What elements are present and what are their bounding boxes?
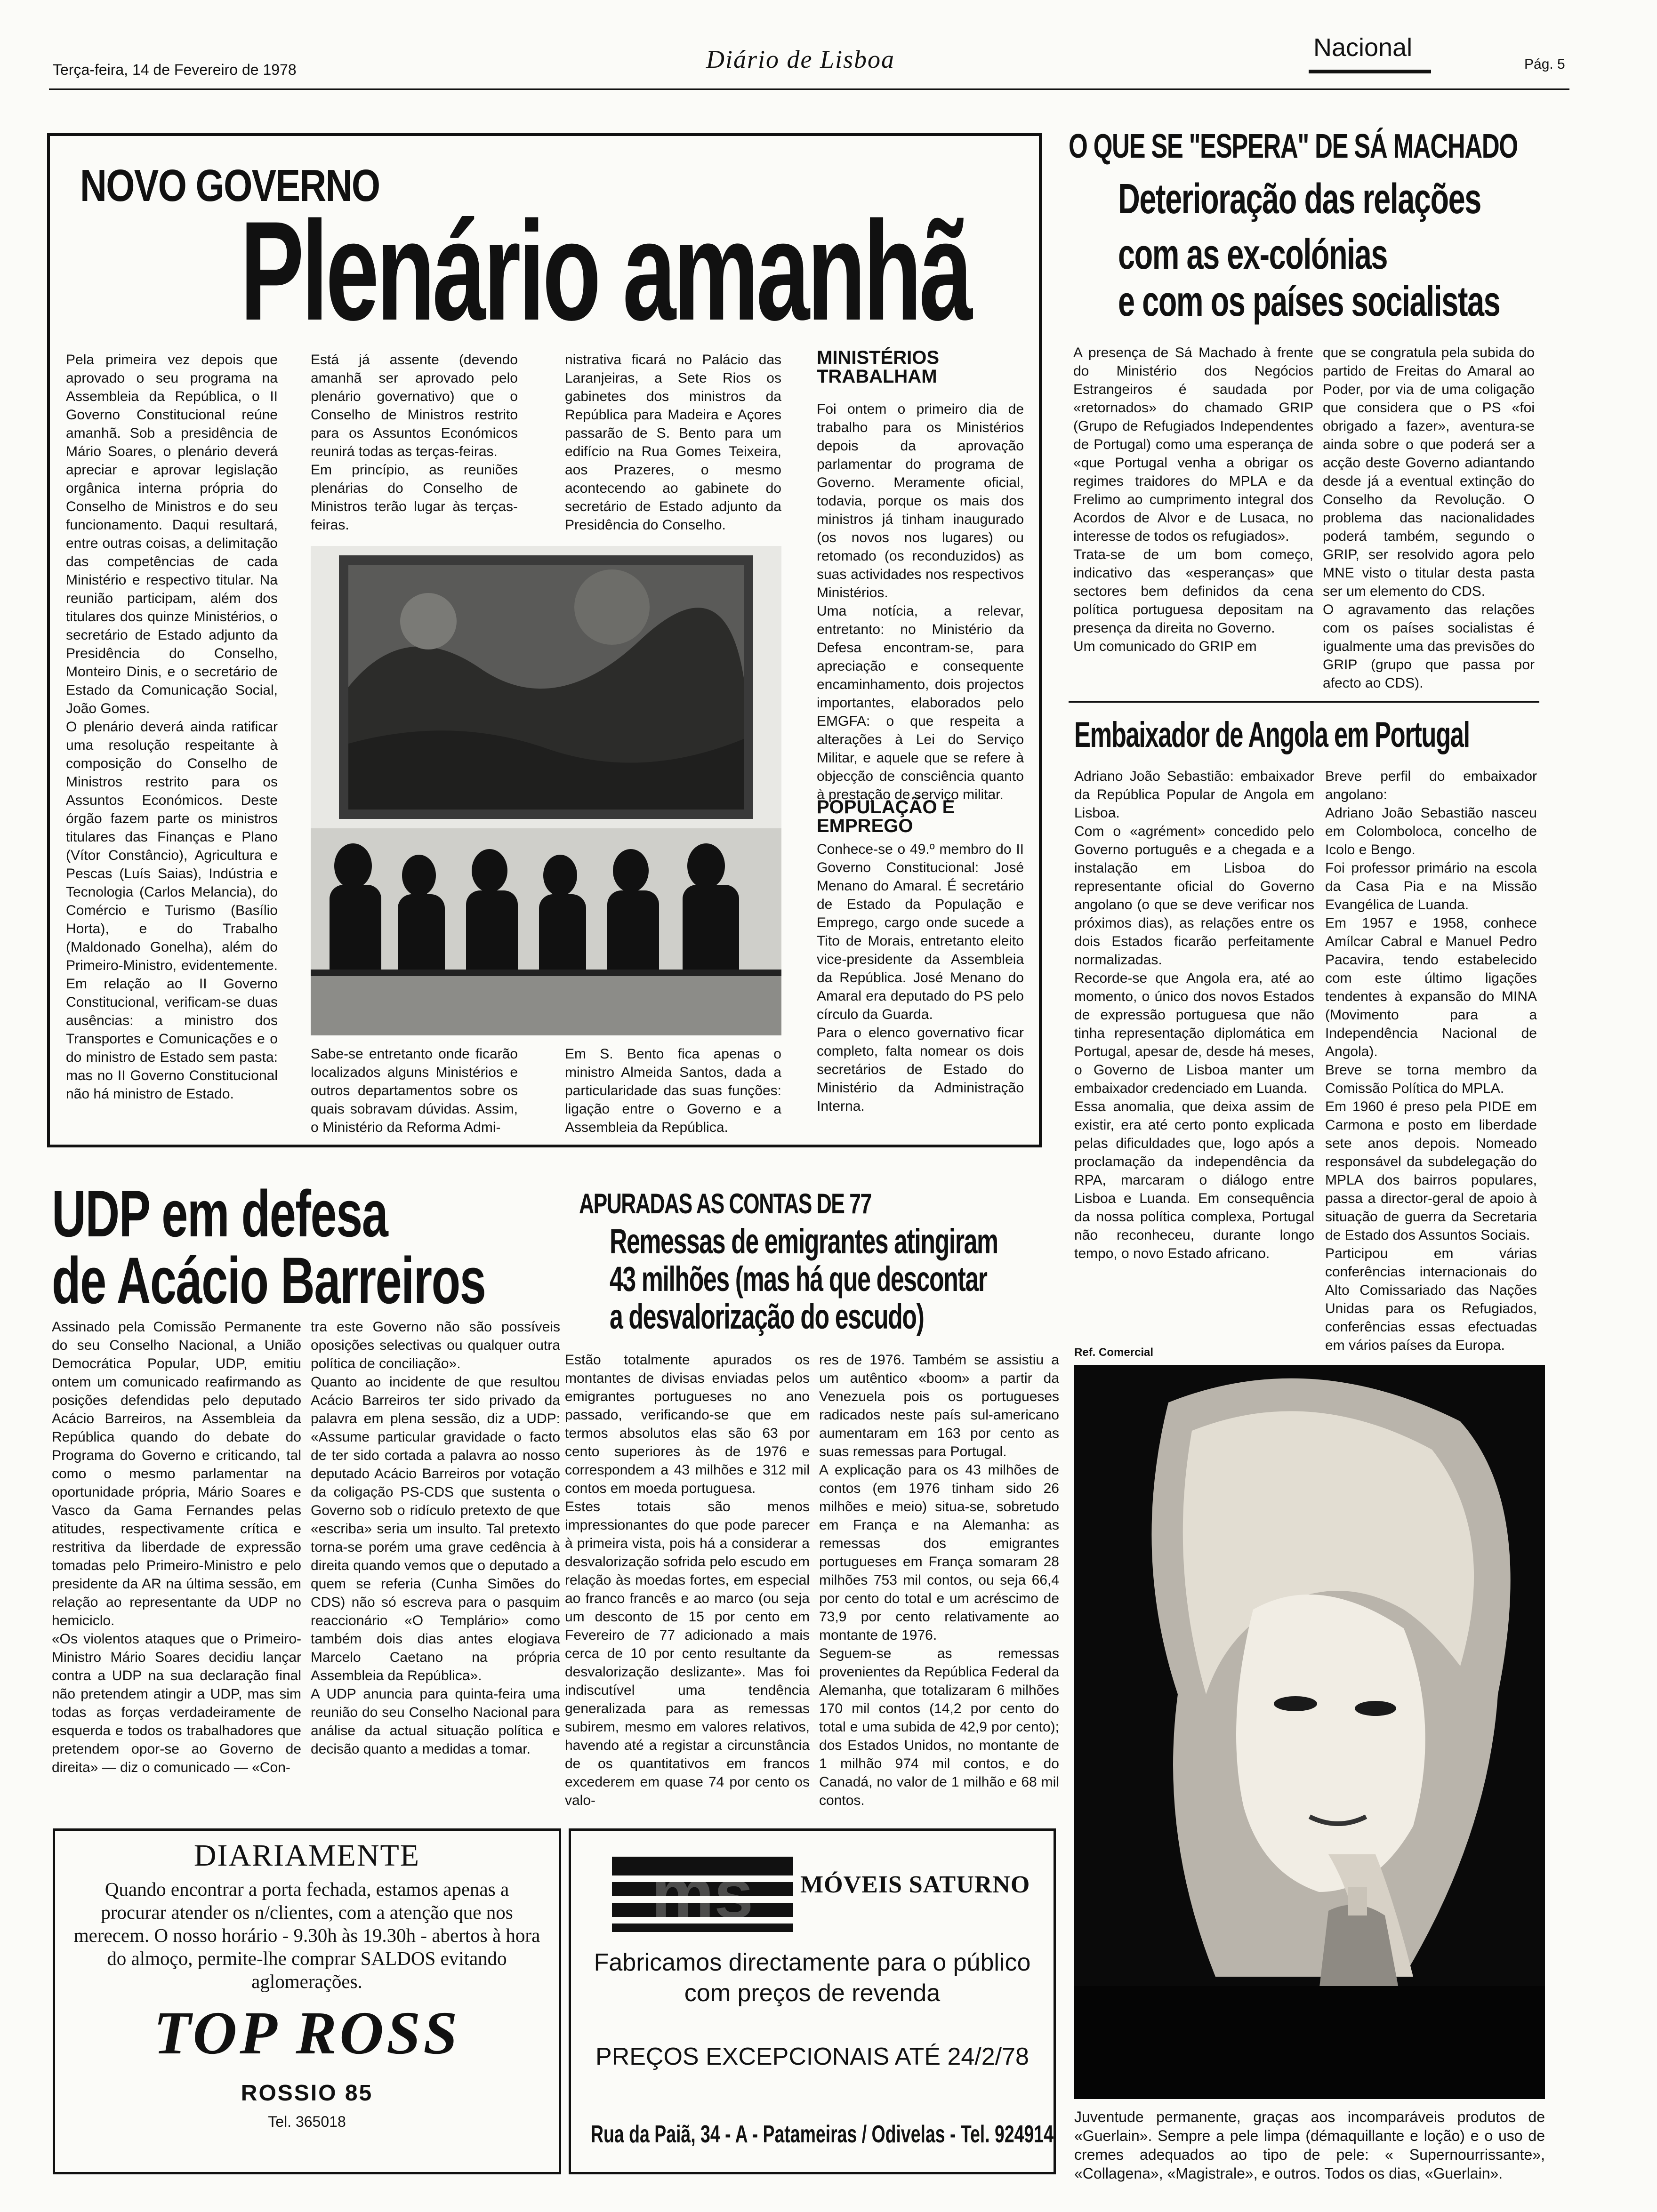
sa-machado-rule [1069,701,1539,703]
saturno-address: Rua da Paiã, 34 - A - Patameiras / Odivelas - Tel. 924914 [591,2121,1054,2148]
toprs-phone: Tel. 365018 [268,2113,346,2130]
council-photo-image [311,546,781,1035]
toprs-address: ROSSIO 85 [241,2081,373,2106]
sa-machado-col2: que se congratula pela subida do partido de Freitas do Amaral ao Poder, por via de uma coligação que considera que o PS «foi obrigado a fazer», aventura-se ainda sobre o que poderá ser a acção deste Governo adiantando desde já a eventual extinção do Conselho da Revolução. O problema das nacionalidades poderá também, segundo o GRIP, ser resolvido agora pelo MNE visto o titular desta pasta ser um elemento do CDS. O agravamento das relações com os países socialistas é igualmente uma das previsões do GRIP (grupo que passa por afecto ao CDS). [1323,345,1535,691]
svg-text:ms: ms [651,1854,754,1933]
sa-machado-headline-3: e com os países socialistas [1118,278,1500,325]
sa-machado-headline-2: com as ex-colónias [1118,231,1387,278]
guerlain-photo-image [1074,1365,1545,2099]
saturno-logo [612,1854,793,1933]
remessas-headline-1: Remessas de emigrantes atingiram [610,1222,998,1261]
novo-governo-col2-top: Está já assente (devendo amanhã ser aprovado pelo plenário governativo) que o Conselho de Ministros restrito para os Assuntos Económicos reunirá todas as terças-feiras. Em princípio, as reuniões plenárias do Conselho de Ministros terão lugar às terças-feiras. [311,352,518,533]
novo-governo-headline: Plenário amanhã [240,192,971,350]
saturno-brand: MÓVEIS SATURNO [800,1871,1030,1898]
masthead [0,0,1657,94]
saturno-promo: PREÇOS EXCEPCIONAIS ATÉ 24/2/78 [595,2043,1029,2070]
novo-governo-col4a: Foi ontem o primeiro dia de trabalho para os Ministérios depois da aprovação parlamentar do programa de Governo. Meramente oficial, todavia, porque os mais dos ministros já tinham inaugurado (os novos nos lugares) ou retomado (os reconduzidos) as suas actividades nos respectivos Ministérios. Uma notícia, a relevar, entretanto: no Ministério da Defesa encontram-se, para apreciação e consequente encaminhamento, dois projectos importantes, elaborados pelo EMGFA: o que respeita a alterações à Lei do Serviço Militar, e aquele que se refere à objecção de consciência quanto à prestação de serviço militar. [817,401,1024,802]
novo-governo-kicker: NOVO GOVERNO [80,160,380,211]
masthead-rule [49,88,1569,90]
toprs-body: Quando encontrar a porta fechada, estamos apenas a procurar atender os n/clientes, com a atenção que nos merecem. O nosso horário - 9.30h às 19.30h - abertos à hora do almoço, permite-lhe comprar SALDOS evitando aglomerações. [73,1878,540,1992]
page-number: Pág. 5 [1524,56,1565,72]
udp-col2: tra este Governo não são possíveis oposições selectivas ou qualquer outra política de conciliação». Quanto ao incidente de que resultou Acácio Barreiros ter sido privado da palavra em plena sessão, diz a UDP: «Assume particular gravidade o facto de ter sido cortada a palavra ao nosso deputado Acácio Barreiros por votação da coligação PS-CDS que sustenta o Governo sob o ridículo pretexto de que «escriba» seria um insulto. Tal pretexto torna-se porém uma grave cedência à direita quando vemos que o deputado a quem se referia (Cunha Simões do CDS) não só escreva para o pasquim reaccionário «O Templário» como também dois dias antes elogiava Marcelo Caetano na própria Assembleia da República». A UDP anuncia para quinta-feira uma reunião do seu Conselho Nacional para análise da actual situação política e decisão quanto a medidas a tomar. [311,1319,560,1757]
saturno-line2: com preços de revenda [684,1980,941,2007]
novo-governo-col1: Pela primeira vez depois que aprovado o seu programa na Assembleia da República, o II Governo Constitucional reúne amanhã. Sob a presidência de Mário Soares, o plenário deverá apreciar e aprovar legislação orgânica interna própria do Conselho de Ministros e do seu funcionamento. Daqui resultará, entre outras coisas, a delimitação das competências de cada Ministério e respectivo titular. Na reunião participam, além dos titulares dos quinze Ministérios, o secretário de Estado adjunto da Presidência do Conselho, Monteiro Dinis, e o secretário de Estado da Comunicação Social, João Gomes. O plenário deverá ainda ratificar uma resolução respeitante à composição do Conselho de Ministros restrito para os Assuntos Económicos. Deste órgão fazem parte os ministros titulares das Finanças e Plano (Vítor Constâncio), Agricultura e Pescas (Luís Saias), Indústria e Tecnologia (Carlos Melancia), do Comércio e Turismo (Basílio Horta), e do Trabalho (Maldonado Gonelha), além do Primeiro-Ministro, evidentemente. Em relação ao II Governo Constitucional, verificam-se duas ausências: a ministro dos Transportes e Comunicações e o do ministro de Estado sem pasta: mas no II Governo Constitucional não há ministro de Estado. [66,352,278,1102]
udp-col1: Assinado pela Comissão Permanente do seu Conselho Nacional, a União Democrática Popular, UDP, emitiu ontem um comunicado reafirmando as posições defendidas pelo deputado Acácio Barreiros, na Assembleia da República quando do debate do Programa do Governo e criticando, tal como o mesmo parlamentar na oportunidade própria, Mário Soares e Vasco da Gama Fernandes pelas atitudes, respectivamente crítica e restritiva da liberdade de expressão tomadas pelo Primeiro-Ministro e pelo presidente da AR na última sessão, em relação ao representante da UDP no hemiciclo. «Os violentos ataques que o Primeiro-Ministro Mário Soares decidiu lançar contra a UDP na sua declaração final não pretendem atingir a UDP, mas sim todas as forças verdadeiramente de esquerda e todos os trabalhadores que pretendem opor-se ao Governo de direita» — diz o comunicado — «Con- [52,1319,301,1775]
section-underline [1309,70,1431,73]
saturno-line1: Fabricamos directamente para o público [594,1949,1031,1976]
remessas-kicker: APURADAS AS CONTAS DE 77 [579,1188,871,1219]
council-photo [311,546,781,1035]
udp-headline-2: de Acácio Barreiros [52,1243,486,1317]
ministerios-trabalham-head: MINISTÉRIOS TRABALHAM [817,347,940,387]
remessas-col2: res de 1976. Também se assistiu a um autêntico «boom» a partir da Venezuela pois os portugueses radicados neste país sul-americano aumentaram em 163 por cento as suas remessas para Portugal. A explicação para os 43 milhões de contos (em 1976 tinham sido 26 milhões e meio) situa-se, sobretudo em França e na Alemanha: as remessas dos emigrantes portugueses em França somaram 28 milhões 753 mil contos, ou seja 66,4 por cento do total e um acréscimo de 73,9 por cento relativamente ao montante de 1976. Seguem-se as remessas provenientes da República Federal da Alemanha, que totalizaram 6 milhões 170 mil contos (14,2 por cento do total e uma subida de 42,9 por cento); dos Estados Unidos, no montante de 1 milhão 974 mil contos, e do Canadá, no valor de 1 milhão e 68 mil contos. [819,1352,1059,1808]
masthead-date: Terça-feira, 14 de Fevereiro de 1978 [53,61,297,78]
remessas-headline-2: 43 milhões (mas há que descontar [610,1259,987,1298]
guerlain-ref-label: Ref. Comercial [1074,1346,1154,1359]
sa-machado-headline-1: Deterioração das relações [1118,176,1481,223]
remessas-col1: Estão totalmente apurados os montantes de divisas enviadas pelos emigrantes portugueses no ano passado, verificando-se que em termos absolutos elas são 63 por cento superiores às de 1976 e correspondem a 43 milhões e 312 mil contos em moeda portuguesa. Estes totais são menos impressionantes do que pode parecer à primeira vista, pois há a considerar a desvalorização sofrida pelo escudo em relação às moedas fortes, em especial ao franco francês e ao marco (ou seja um desconto de 15 por cento em Fevereiro de 77 adicionado a mais cerca de 10 por cento resultante da desvalorização deslizante». Mas foi indiscutível uma tendência generalizada para as remessas subirem, mesmo em valores relativos, havendo até a registar a circunstância de os quantitativos em francos excederem em quase 74 por cento os valo- [565,1352,810,1808]
masthead-paper: Diário de Lisboa [706,45,895,73]
populacao-emprego-head: POPULAÇÃO E EMPREGO [817,797,955,836]
sa-machado-col1: A presença de Sá Machado à frente do Ministério dos Negócios Estrangeiros é saudada por «retornados» do chamado GRIP (Grupo de Refugiados Independentes de Portugal) como uma esperança de «que Portugal venha a obrigar os regimes traidores do MPLA e da Frelimo ao cumprimento integral dos Acordos de Alvor e de Lusaca, no interesse de todos os refugiados». Trata-se de um bom começo, indicativo das «esperanças» que sectores bem definidos da cena política portuguesa depositam na presença da direita no Governo. Um comunicado do GRIP em [1073,345,1313,654]
udp-headline-1: UDP em defesa [52,1177,388,1250]
novo-governo-col2-bottom: Sabe-se entretanto onde ficarão localizados alguns Ministérios e outros departamentos sobre os quais sobravam dúvidas. Assim, o Ministério da Reforma Admi- [311,1046,518,1135]
embaixador-col2: Breve perfil do embaixador angolano: Adriano João Sebastião nasceu em Colomboloca, concelho de Icolo e Bengo. Foi professor primário na escola da Casa Pia e na Missão Evangélica de Luanda. Em 1957 e 1958, conhece Amílcar Cabral e Manuel Pedro Pacavira, tendo estabelecido com este último ligações tendentes à expansão do MINA (Movimento para a Independência Nacional de Angola). Breve se torna membro da Comissão Política do MPLA. Em 1960 é preso pela PIDE em Carmona e posto em liberdade sete anos depois. Nomeado responsável da subdelegação do MPLA dos bairros populares, passa a director-geral de apoio à situação de guerra da Secretaria de Estado dos Assuntos Sociais. Participou em várias conferências internacionais do Alto Comissariado das Nações Unidas para os Refugiados, conferências essas efectuadas em vários países da Europa. [1325,769,1537,1353]
sa-machado-kicker: O QUE SE "ESPERA" DE SÁ MACHADO [1069,128,1518,165]
embaixador-headline: Embaixador de Angola em Portugal [1074,715,1470,755]
embaixador-col1: Adriano João Sebastião: embaixador da República Popular de Angola em Lisboa. Com o «agrément» concedido pelo Governo português e a chegada e a instalação em Lisboa do representante oficial do Governo angolano (o que se deve verificar nos próximos dias), as relações entre os dois Estados ficarão perfeitamente normalizadas. Recorde-se que Angola era, até ao momento, o único dos novos Estados de expressão portuguesa que não tinha representação diplomática em Portugal, apesar de, desde há meses, o Governo de Lisboa manter um embaixador credenciado em Luanda. Essa anomalia, que deixa assim de existir, era até certo ponto explicada pelas dificuldades que, logo após a proclamação da independência da RPA, marcaram o diálogo entre Lisboa e Luanda. Em consequência da nossa política complexa, Portugal não reconheceu, durante longo tempo, o novo Estado africano. [1074,769,1314,1261]
remessas-headline-3: a desvalorização do escudo) [610,1297,924,1336]
saturno-logo-mark [612,1854,793,1933]
toprs-brand: TOP ROSS [153,1999,460,2067]
novo-governo-col3-top: nistrativa ficará no Palácio das Laranjeiras, a Sete Rios os gabinetes dos ministros da República para Madeira e Açores passarão de S. Bento para um edifício na Rua Gomes Teixeira, aos Prazeres, o mesmo acontecendo ao gabinete do secretário de Estado adjunto da Presidência do Conselho. [565,352,781,533]
guerlain-caption: Juventude permanente, graças aos incomparáveis produtos de «Guerlain». Sempre a pele limpa (démaquillante e loção) e o uso de cremes adequados ao tipo de pele: « Supernourrissante», «Collagena», «Magistrale», e outros. Todos os dias, «Guerlain». [1074,2108,1545,2182]
novo-governo-col3-bottom: Em S. Bento fica apenas o ministro Almeida Santos, dada a particularidade das suas funções: ligação entre o Governo e a Assembleia da República. [565,1046,781,1135]
masthead-section: Nacional [1313,33,1413,62]
guerlain-photo [1074,1365,1545,2099]
novo-governo-col4b: Conhece-se o 49.º membro do II Governo Constitucional: José Menano do Amaral. É secretário de Estado da População e Emprego, cargo onde sucede a Tito de Morais, entretanto eleito vice-presidente da Assembleia da República. José Menano do Amaral era deputado do PS pelo círculo da Guarda. Para o elenco governativo ficar completo, falta nomear os dois secretários de Estado do Ministério da Administração Interna. [817,842,1024,1114]
toprs-title: DIARIAMENTE [193,1838,420,1873]
